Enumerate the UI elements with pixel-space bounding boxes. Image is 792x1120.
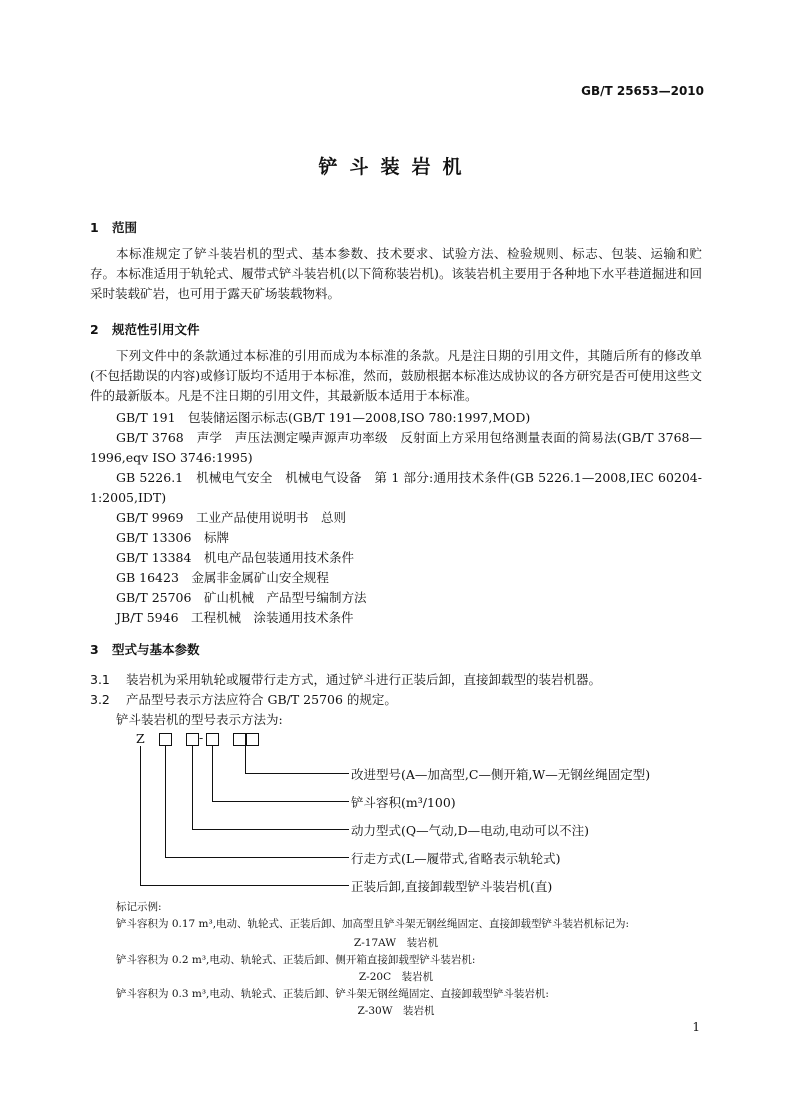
- page-number: 1: [692, 1020, 700, 1034]
- diagram-label: 铲斗容积(m³/100): [351, 795, 456, 810]
- reference-item: GB 16423 金属非金属矿山安全规程: [116, 570, 329, 585]
- leader-line: [212, 801, 349, 802]
- leader-line: [140, 885, 349, 886]
- example-mark: Z-17AW 装岩机: [353, 937, 439, 949]
- diagram-label: 动力型式(Q—气动,D—电动,电动可以不注): [351, 823, 589, 838]
- leader-line: [212, 746, 213, 801]
- section-number: 1: [90, 220, 99, 235]
- reference-item: GB 5226.1 机械电气安全 机械电气设备 第 1 部分:通用技术条件(GB 5226.1—2008,IEC 60204-1:2005,IDT): [90, 470, 702, 505]
- section-number: 3: [90, 642, 99, 657]
- model-intro: 铲斗装岩机的型号表示方法为:: [116, 712, 283, 727]
- page-title: 铲斗装岩机: [318, 156, 474, 178]
- diagram-label: 改进型号(A—加高型,C—侧开箱,W—无钢丝绳固定型): [351, 767, 651, 782]
- reference-item: GB/T 3768 声学 声压法测定噪声源声功率级 反射面上方采用包络测量表面的简易法(GB/T 3768—1996,eqv ISO 3746:1995): [90, 430, 702, 465]
- clause-3-1: [90, 670, 601, 688]
- section-title: 规范性引用文件: [112, 322, 200, 337]
- example-text: 铲斗容积为 0.2 m³,电动、轨轮式、正装后卸、侧开箱直接卸载型铲斗装岩机:: [116, 954, 476, 966]
- leader-line: [140, 746, 141, 885]
- reference-item: GB/T 25706 矿山机械 产品型号编制方法: [116, 590, 367, 605]
- example-heading: 标记示例:: [116, 901, 162, 913]
- model-prefix: Z: [136, 731, 145, 746]
- clause-text: 产品型号表示方法应符合 GB/T 25706 的规定。: [126, 692, 397, 707]
- example-mark: Z-20C 装岩机: [358, 971, 434, 983]
- section-2-heading: [90, 320, 200, 338]
- reference-item: GB/T 9969 工业产品使用说明书 总则: [116, 510, 347, 525]
- leader-line: [165, 857, 349, 858]
- paragraph: 本标准适用于轨轮式、履带式铲斗装岩机(以下简称装岩机)。该装岩机主要用于各种地下水平巷道掘进和回采时装载矿岩，也可用于露天矿场装载物料。: [90, 266, 702, 301]
- leader-line: [245, 773, 349, 774]
- box-variant-2: [246, 733, 259, 746]
- reference-item: GB/T 13306 标牌: [116, 530, 229, 545]
- leader-line: [245, 746, 246, 773]
- leader-line: [192, 746, 193, 829]
- clause-3-2: [90, 690, 397, 708]
- reference-item: JB/T 5946 工程机械 涂装通用技术条件: [116, 610, 354, 625]
- section-title: 范围: [112, 220, 138, 235]
- box-variant-1: [233, 733, 246, 746]
- section-3-heading: [90, 640, 200, 658]
- diagram-label: 行走方式(L—履带式,省略表示轨轮式): [351, 851, 561, 866]
- standard-number: GB/T 25653—2010: [581, 84, 704, 98]
- box-volume: [206, 733, 219, 746]
- paragraph: 下列文件中的条款通过本标准的引用而成为本标准的条款。凡是注日期的引用文件，其随后所有的修改单(不包括勘误的内容)或修订版均不适用于本标准，然而，鼓励根据本标准达成协议的各方研究是否可使用这些文件的最新版本。凡是不注日期的引用文件，其最新版本适用于本标准。: [90, 348, 702, 403]
- clause-text: 装岩机为采用轨轮或履带行走方式，通过铲斗进行正装后卸，直接卸载型的装岩机器。: [126, 672, 602, 687]
- section-number: 2: [90, 322, 99, 337]
- reference-item: GB/T 191 包装储运图示标志(GB/T 191—2008,ISO 780:1997,MOD): [116, 410, 531, 425]
- clause-number: 3.1: [90, 672, 110, 687]
- paragraph: 本标准规定了铲斗装岩机的型式、基本参数、技术要求、试验方法、检验规则、标志、包装、运输和贮存。: [90, 246, 702, 281]
- diagram-label: 正装后卸,直接卸载型铲斗装岩机(直): [351, 879, 553, 894]
- example-mark: Z-30W 装岩机: [357, 1005, 435, 1017]
- section-1-heading: [90, 218, 137, 236]
- reference-item: GB/T 13384 机电产品包装通用技术条件: [116, 550, 354, 565]
- leader-line: [192, 829, 349, 830]
- example-text: 铲斗容积为 0.17 m³,电动、轨轮式、正装后卸、加高型且铲斗架无钢丝绳固定、直接卸载型铲斗装岩机标记为:: [116, 918, 630, 930]
- box-travel: [159, 733, 172, 746]
- box-power: [186, 733, 199, 746]
- clause-number: 3.2: [90, 692, 110, 707]
- model-dash: -: [199, 730, 204, 745]
- leader-line: [165, 746, 166, 857]
- section-title: 型式与基本参数: [112, 642, 200, 657]
- example-text: 铲斗容积为 0.3 m³,电动、轨轮式、正装后卸、铲斗架无钢丝绳固定、直接卸载型铲斗装岩机:: [116, 988, 549, 1000]
